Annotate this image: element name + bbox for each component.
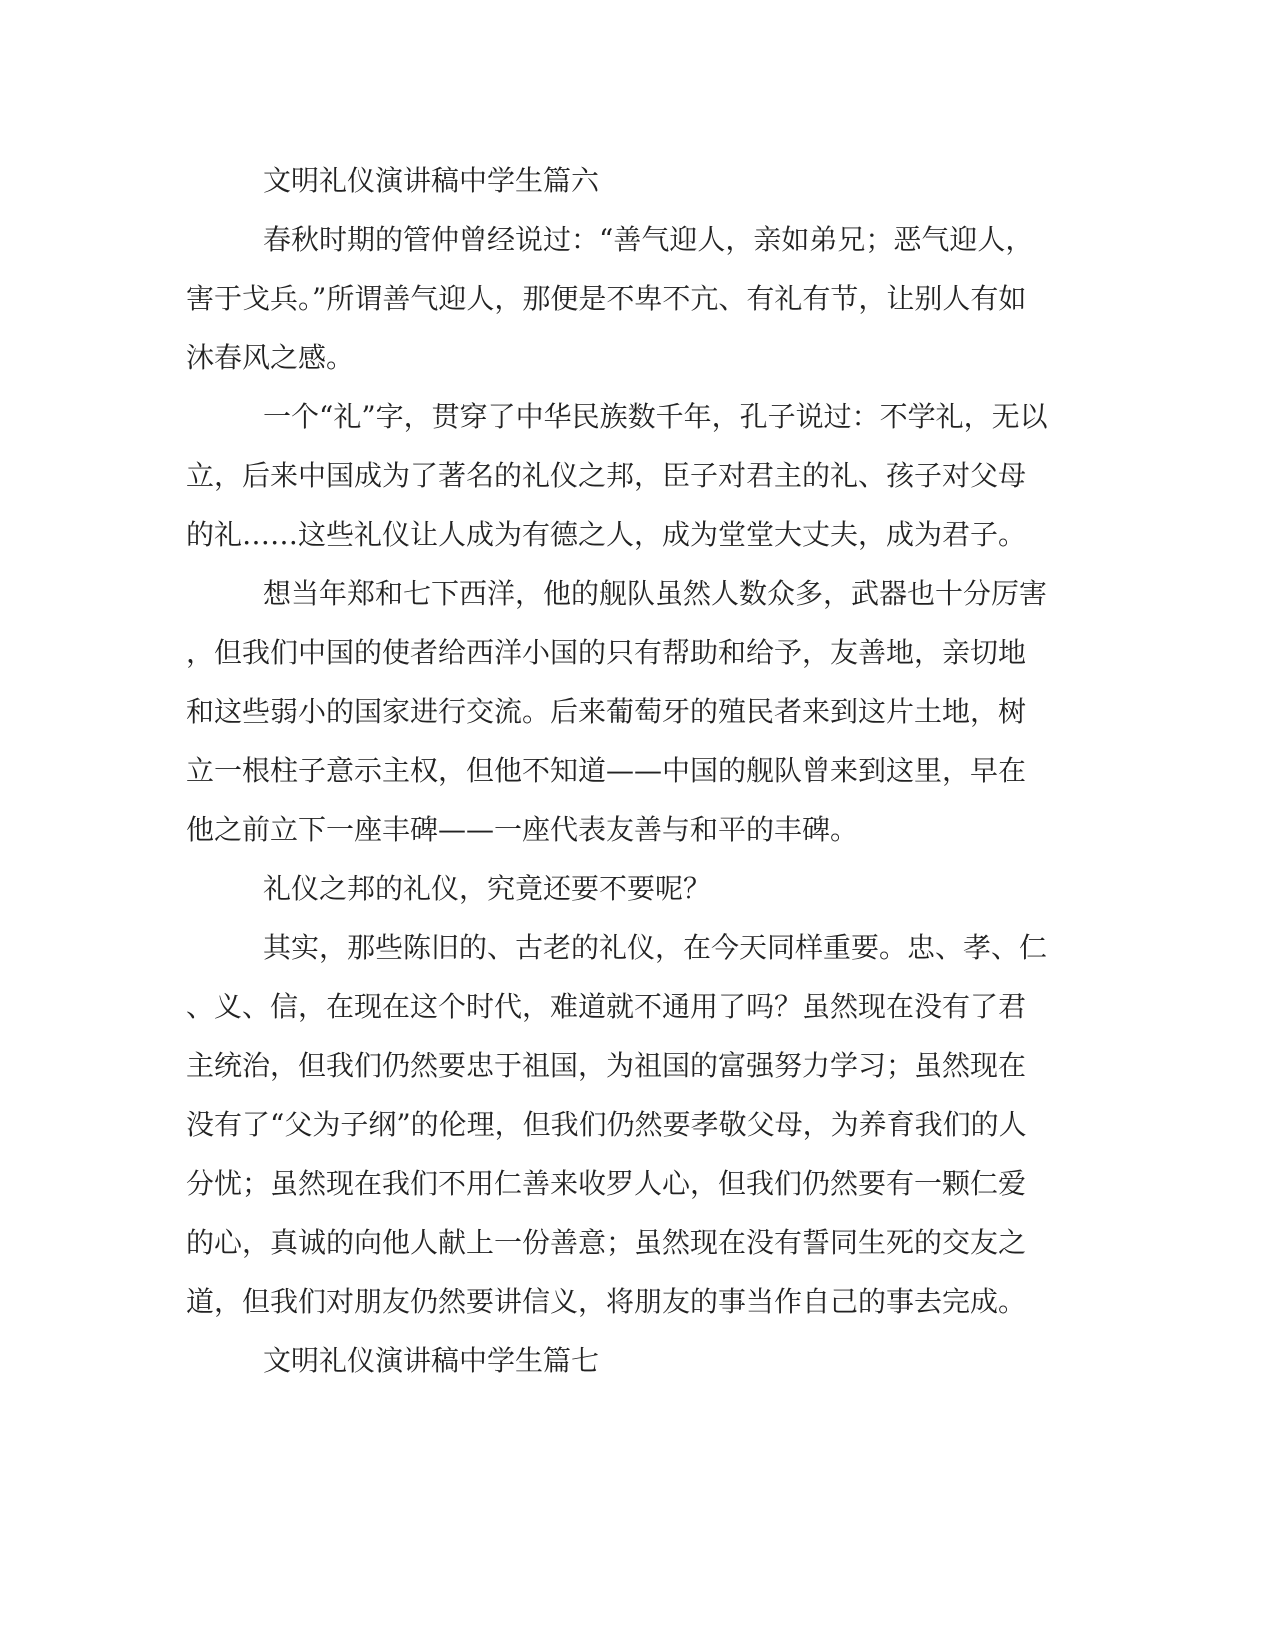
paragraph-line: 、义、信，在现在这个时代，难道就不通用了吗？虽然现在没有了君 — [186, 990, 1027, 1023]
paragraph-line: 和这些弱小的国家进行交流。后来葡萄牙的殖民者来到这片土地，树 — [186, 695, 1027, 728]
paragraph-line: 沐春风之感。 — [186, 341, 355, 374]
paragraph-line: 的心，真诚的向他人献上一份善意；虽然现在没有誓同生死的交友之 — [186, 1226, 1027, 1259]
paragraph-line: 没有了“父为子纲”的伦理，但我们仍然要孝敬父母，为养育我们的人 — [186, 1108, 1027, 1141]
paragraph-line: 他之前立下一座丰碑——一座代表友善与和平的丰碑。 — [186, 813, 859, 846]
paragraph-line: 想当年郑和七下西洋，他的舰队虽然人数众多，武器也十分厉害 — [263, 577, 1048, 610]
paragraph-line: 立，后来中国成为了著名的礼仪之邦，臣子对君主的礼、孩子对父母 — [186, 459, 1027, 492]
paragraph-line: 礼仪之邦的礼仪，究竟还要不要呢？ — [263, 872, 712, 905]
paragraph-line: 一个“礼”字，贯穿了中华民族数千年，孔子说过：不学礼，无以 — [263, 400, 1048, 433]
paragraph-line: 分忧；虽然现在我们不用仁善来收罗人心，但我们仍然要有一颗仁爱 — [186, 1167, 1027, 1200]
section-heading: 文明礼仪演讲稿中学生篇七 — [263, 1344, 600, 1377]
paragraph-line: 害于戈兵。”所谓善气迎人，那便是不卑不亢、有礼有节，让别人有如 — [186, 282, 1027, 315]
paragraph-line: 立一根柱子意示主权，但他不知道——中国的舰队曾来到这里，早在 — [186, 754, 1027, 787]
paragraph-line: ，但我们中国的使者给西洋小国的只有帮助和给予，友善地，亲切地 — [186, 636, 1027, 669]
paragraph-line: 主统治，但我们仍然要忠于祖国，为祖国的富强努力学习；虽然现在 — [186, 1049, 1027, 1082]
paragraph-line: 的礼……这些礼仪让人成为有德之人，成为堂堂大丈夫，成为君子。 — [186, 518, 1027, 551]
paragraph-line: 道，但我们对朋友仍然要讲信义，将朋友的事当作自己的事去完成。 — [186, 1285, 1027, 1318]
section-heading: 文明礼仪演讲稿中学生篇六 — [263, 164, 600, 197]
paragraph-line: 春秋时期的管仲曾经说过：“善气迎人，亲如弟兄；恶气迎人， — [263, 223, 1034, 256]
paragraph-line: 其实，那些陈旧的、古老的礼仪，在今天同样重要。忠、孝、仁 — [263, 931, 1048, 964]
